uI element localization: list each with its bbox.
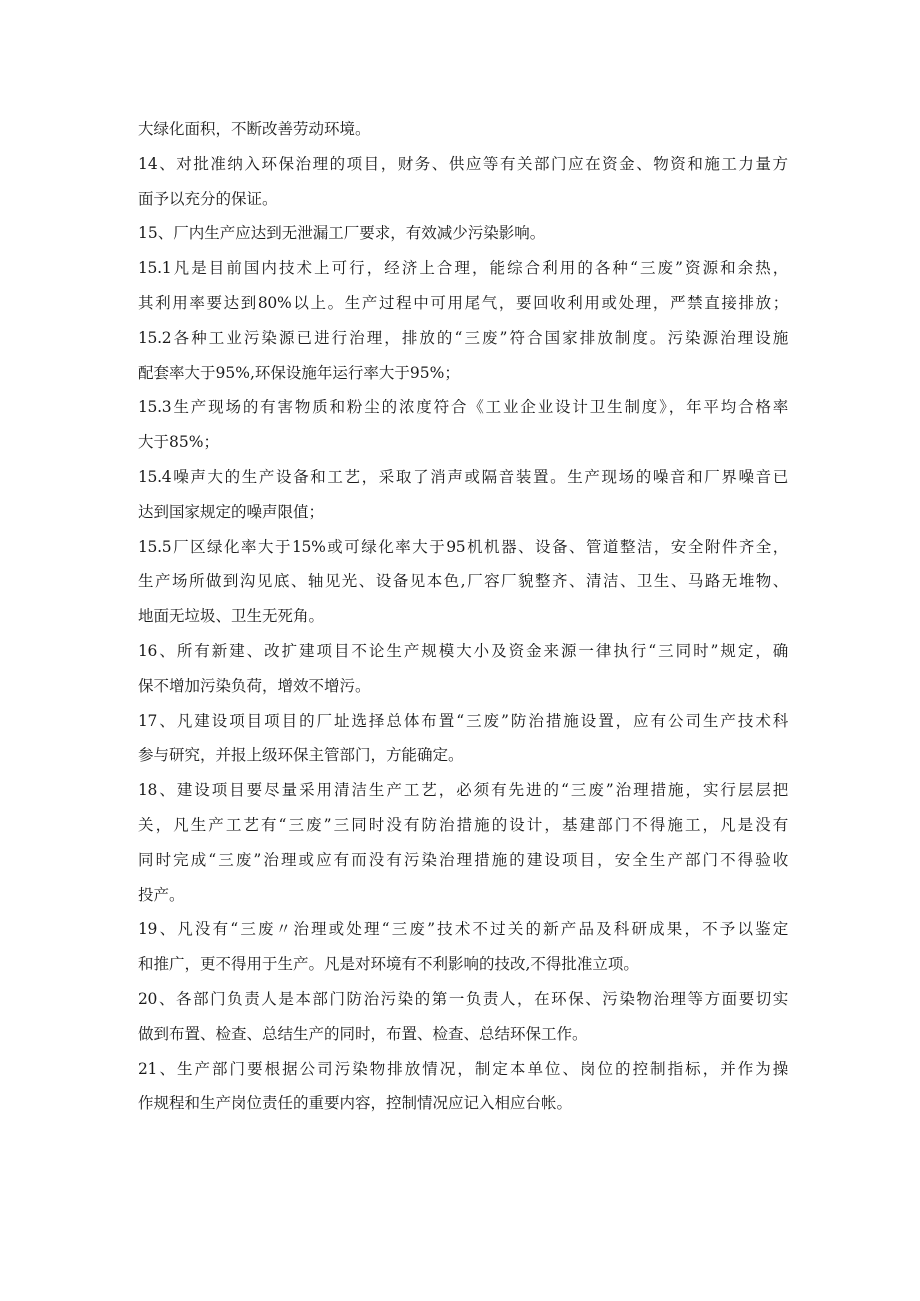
text-line: 配套率大于95%,环保设施年运行率大于95%； [138,363,460,382]
text-line: 地面无垃圾、卫生无死角。 [138,607,325,626]
text-line: 大于85%； [138,433,219,452]
text-line: 做到布置、检查、总结生产的同时，布置、检查、总结环保工作。 [138,1024,588,1043]
text-line: 15.4噪声大的生产设备和工艺，采取了消声或隔音装置。生产现场的噪音和厂界噪音已 [138,467,788,486]
text-line: 15.2各种工业污染源已进行治理，排放的“三废”符合国家排放制度。污染源治理设施 [138,328,788,347]
text-line: 17、凡建设项目项目的厂址选择总体布置“三废”防治措施设置，应有公司生产技术科 [138,711,788,730]
text-line: 15.5厂区绿化率大于15%或可绿化率大于95机机器、设备、管道整洁，安全附件齐全， [138,537,788,556]
text-line: 生产场所做到沟见底、轴见光、设备见本色,厂容厂貌整齐、清洁、卫生、马路无堆物、 [138,572,788,591]
text-line: 15、厂内生产应达到无泄漏工厂要求，有效减少污染影响。 [138,224,546,243]
text-line: 21、生产部门要根据公司污染物排放情况，制定本单位、岗位的控制指标，并作为操 [138,1059,788,1078]
text-line: 投产。 [138,885,185,904]
text-line: 其利用率要达到80%以上。生产过程中可用尾气，要回收利用或处理，严禁直接排放； [138,293,788,312]
text-line: 参与研究，并报上级环保主管部门，方能确定。 [138,746,464,765]
text-line: 20、各部门负责人是本部门防治污染的第一负责人，在环保、污染物治理等方面要切实 [138,989,788,1008]
text-line: 15.3生产现场的有害物质和粉尘的浓度符合《工业企业设计卫生制度》，年平均合格率 [138,398,788,417]
text-line: 19、凡没有“三废〃治理或处理“三废”技术不过关的新产品及科研成果，不予以鉴定 [138,920,788,939]
text-line: 14、对批准纳入环保治理的项目，财务、供应等有关部门应在资金、物资和施工力量方 [138,154,788,173]
text-line: 和推广，更不得用于生产。凡是对环境有不利影响的技改,不得批准立项。 [138,955,639,974]
text-line: 大绿化面积，不断改善劳动环境。 [138,120,371,138]
text-line: 关，凡生产工艺有“三废”三同时没有防治措施的设计，基建部门不得施工，凡是没有 [138,815,788,834]
text-line: 18、建设项目要尽量采用清洁生产工艺，必须有先进的“三废”治理措施，实行层层把 [138,781,788,800]
text-line: 15.1凡是目前国内技术上可行，经济上合理，能综合利用的各种“三废”资源和余热， [138,259,788,278]
text-line: 16、所有新建、改扩建项目不论生产规模大小及资金来源一律执行“三同时”规定，确 [138,641,788,660]
text-line: 同时完成“三废”治理或应有而没有污染治理措施的建设项目，安全生产部门不得验收 [138,850,788,869]
text-line: 面予以充分的保证。 [138,189,278,208]
text-line: 保不增加污染负荷，增效不增污。 [138,676,371,695]
document-body [138,112,788,1121]
text-line: 作规程和生产岗位责任的重要内容，控制情况应记入相应台帐。 [138,1094,573,1113]
text-line: 达到国家规定的噪声限值； [138,502,325,521]
